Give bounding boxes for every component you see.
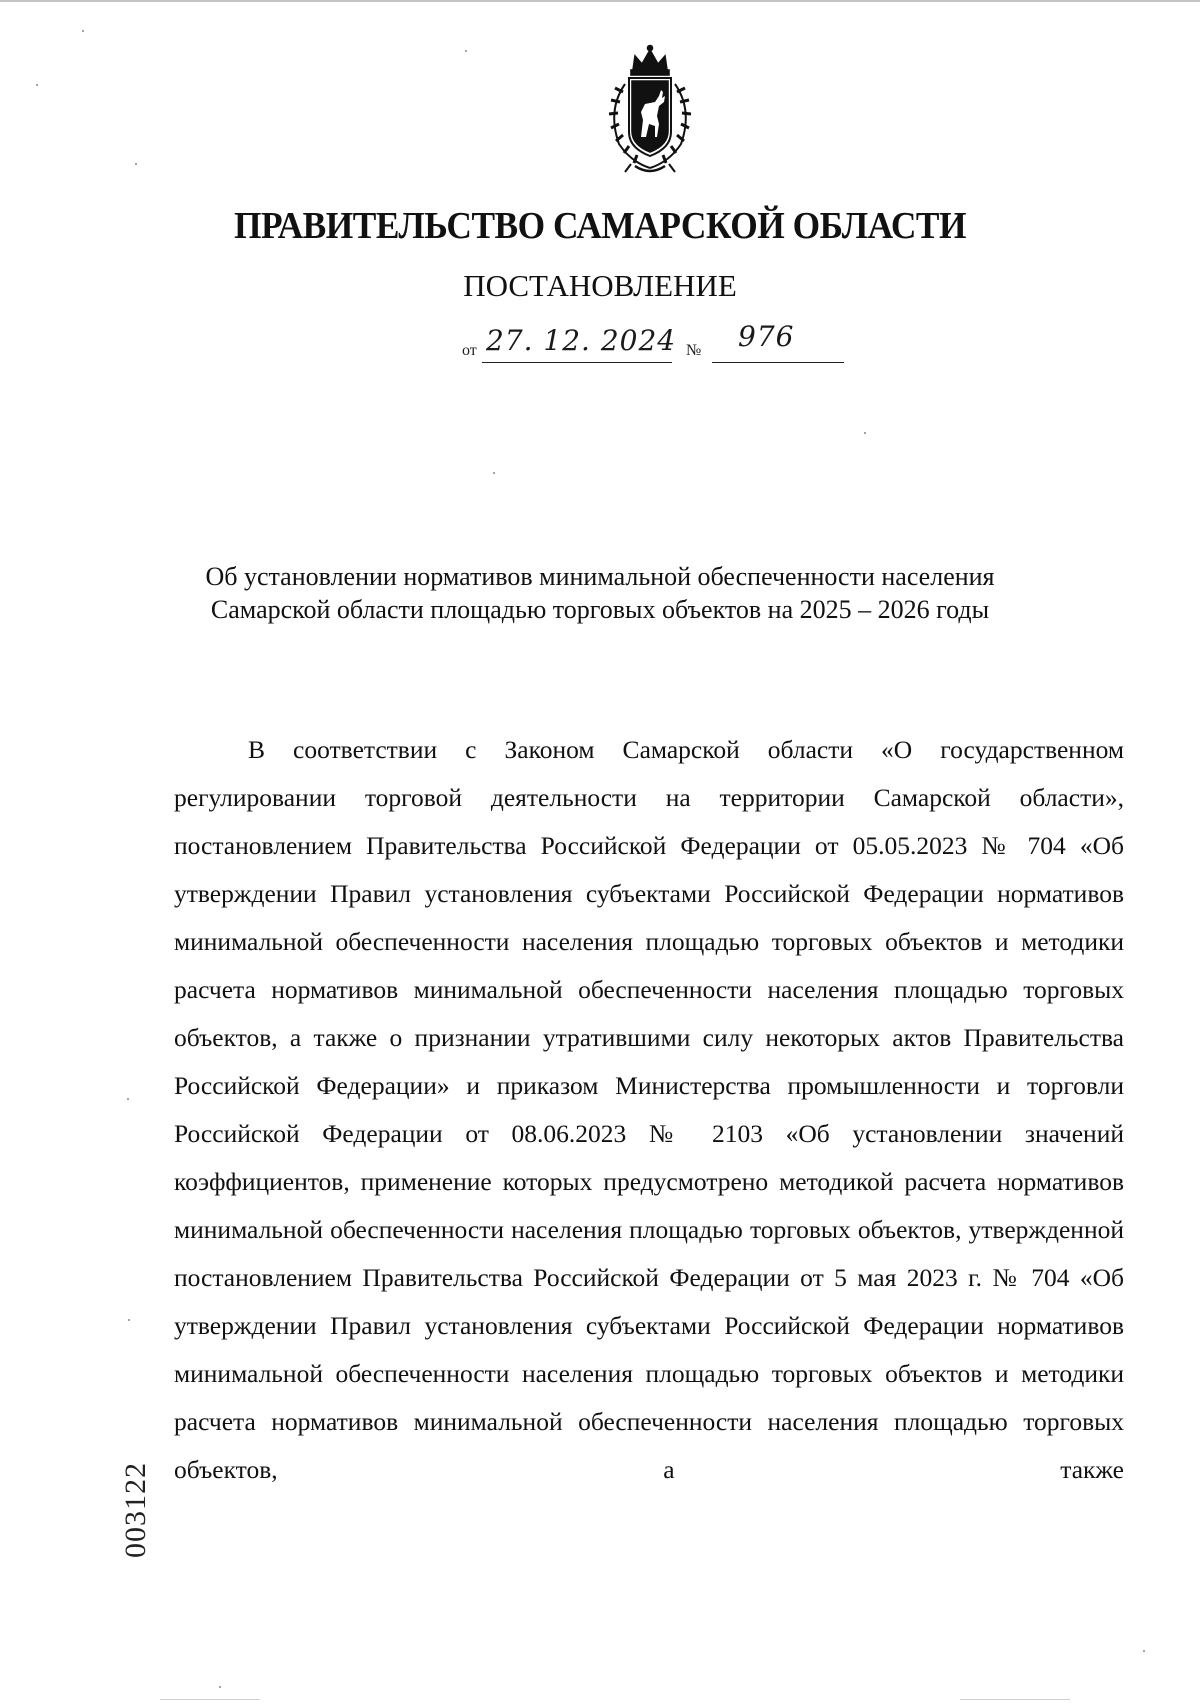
- organization-title: ПРАВИТЕЛЬСТВО САМАРСКОЙ ОБЛАСТИ: [233, 205, 967, 247]
- number-underline: [712, 362, 844, 363]
- scan-edge: [0, 0, 1200, 2]
- document-type: ПОСТАНОВЛЕНИЕ: [463, 268, 737, 303]
- scan-speck: [36, 84, 38, 86]
- body-paragraph: В соответствии с Законом Самарской области «О государственном регулировании торговой деятельности на территории Самарской области», постановлением Правительства Российской Федерации от 05.05.2023 № 704 «Об утверждении Правил установления субъектами Российской Федерации нормативов минимальной обеспеченности населения площадью торговых объектов и методики расчета нормативов минимальной обеспеченности населения площадью торговых объектов, а также о признании утратившими силу некоторых актов Правительства Российской Федерации» и приказом Министерства промышленности и торговли Российской Федерации от 08.06.2023 № 2103 «Об установлении значений коэффициентов, применение которых предусмотрено методикой расчета нормативов минимальной обеспеченности населения площадью торговых объектов, утвержденной постановлением Правительства Российской Федерации от 5 мая 2023 г. № 704 «Об утверждении Правил установления субъектами Российской Федерации нормативов минимальной обеспеченности населения площадью торговых объектов и методики расчета нормативов минимальной обеспеченности населения площадью торговых объектов, а также: [174, 735, 1124, 1484]
- scan-speck: [864, 432, 866, 434]
- scan-speck: [135, 163, 137, 165]
- scan-speck: [127, 1098, 129, 1100]
- document-heading: [0, 560, 1200, 626]
- heading-line-1: Об установлении нормативов минимальной обеспеченности населения: [205, 562, 995, 591]
- scan-speck: [1143, 1650, 1145, 1652]
- date-prefix: от: [462, 342, 477, 359]
- scan-speck: [465, 50, 467, 52]
- number-prefix: №: [686, 342, 702, 359]
- scan-speck: [128, 1319, 130, 1321]
- date-underline: [482, 362, 672, 363]
- document-date: 27. 12. 2024: [486, 324, 677, 357]
- scan-speck: [493, 472, 495, 474]
- coat-of-arms-icon: [585, 40, 715, 180]
- document-number: 976: [738, 320, 795, 353]
- heading-line-2: Самарской области площадью торговых объектов на 2025 – 2026 годы: [210, 595, 990, 624]
- scan-speck: [219, 1686, 221, 1688]
- scan-noise: [160, 1699, 260, 1700]
- date-number-line: [462, 320, 862, 366]
- scan-noise: [960, 1699, 1070, 1700]
- margin-serial-number: 003122: [119, 1462, 152, 1558]
- scan-speck: [82, 30, 84, 32]
